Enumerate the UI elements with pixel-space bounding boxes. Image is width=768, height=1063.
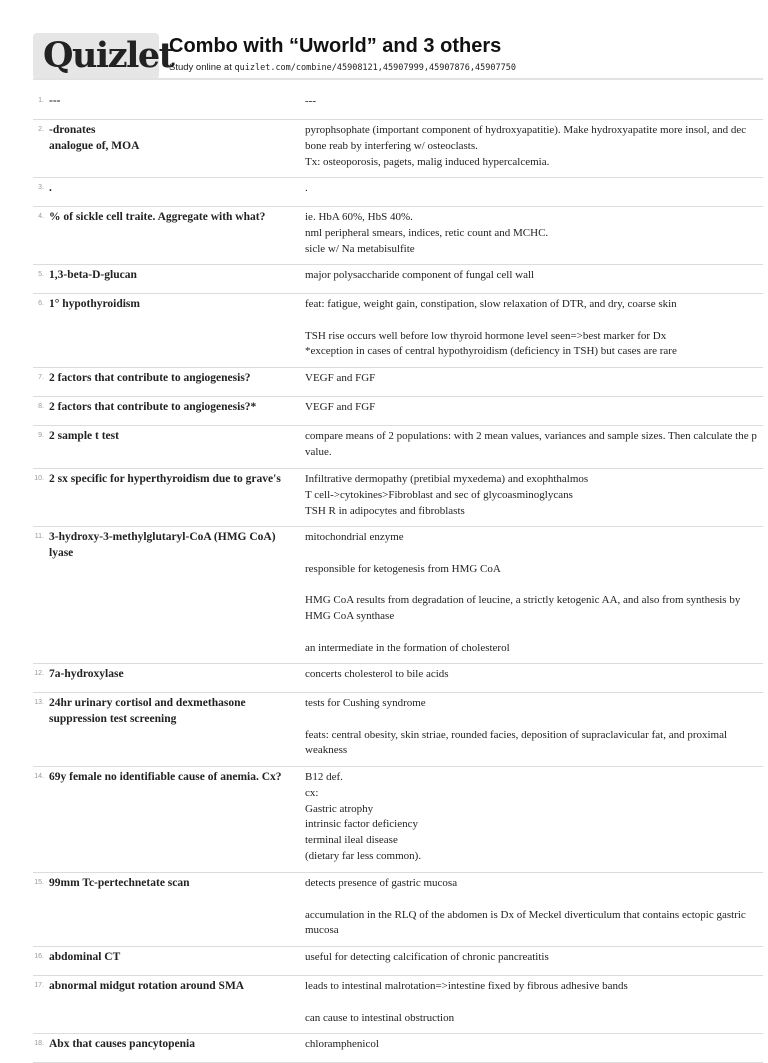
flashcard-term: abnormal midgut rotation around SMA: [49, 980, 245, 992]
row-number: 10.: [34, 475, 44, 482]
flashcard-term: 69y female no identifiable cause of anemia. Cx?: [49, 771, 282, 783]
flashcard-term: 2 factors that contribute to angiogenesis?: [49, 372, 251, 384]
flashcard-term: 3-hydroxy-3-methylglutaryl-CoA (HMG CoA) lyase: [49, 531, 276, 559]
subtitle-prefix: Study online at: [169, 62, 235, 73]
flashcard-term: 24hr urinary cortisol and dexmethasone suppression test screening: [49, 697, 246, 725]
row-number: 5.: [38, 271, 44, 278]
flashcard-row: [33, 397, 763, 426]
row-number: 3.: [38, 184, 44, 191]
flashcard-list: [33, 91, 763, 1063]
flashcard-row: [33, 368, 763, 397]
study-url[interactable]: quizlet.com/combine/45908121,45907999,45907876,45907750: [234, 63, 516, 73]
page-header: [33, 33, 763, 79]
flashcard-definition: .: [305, 182, 308, 194]
flashcard-definition: chloramphenicol: [305, 1038, 379, 1050]
flashcard-row: [33, 426, 763, 469]
row-number: 7.: [38, 374, 44, 381]
flashcard-definition: major polysaccharide component of fungal cell wall: [305, 269, 535, 281]
flashcard-row: [33, 120, 763, 178]
flashcard-row: [33, 527, 763, 664]
row-number: 13.: [34, 699, 44, 706]
flashcard-definition: useful for detecting calcification of chronic pancreatitis: [305, 951, 549, 963]
flashcard-row: [33, 469, 763, 527]
row-number: 4.: [38, 213, 44, 220]
flashcard-term: 99mm Tc-pertechnetate scan: [49, 877, 190, 889]
flashcard-definition: mitochondrial enzyme responsible for ketogenesis from HMG CoA HMG CoA results from degradation of leucine, a strictly ketogenic AA, and also from synthesis by HMG CoA synthase an intermediate in the formation of cholesterol: [305, 531, 741, 654]
flashcard-row: [33, 207, 763, 265]
page-title: Combo with “Uworld” and 3 others: [169, 35, 502, 57]
flashcard-definition: detects presence of gastric mucosa accumulation in the RLQ of the abdomen is Dx of Meckel diverticulum that contains ectopic gastric mucosa: [305, 877, 746, 937]
row-number: 17.: [34, 982, 44, 989]
row-number: 6.: [38, 300, 44, 307]
flashcard-row: [33, 294, 763, 368]
flashcard-definition: ie. HbA 60%, HbS 40%. nml peripheral smears, indices, retic count and MCHC. sicle w/ Na metabisulfite: [305, 211, 549, 255]
flashcard-term: -dronates analogue of, MOA: [49, 124, 140, 152]
row-number: 15.: [34, 879, 44, 886]
flashcard-term: % of sickle cell traite. Aggregate with what?: [49, 211, 266, 223]
flashcard-term: 2 sample t test: [49, 430, 119, 442]
flashcard-row: [33, 178, 763, 207]
row-number: 9.: [38, 432, 44, 439]
flashcard-row: [33, 767, 763, 873]
flashcard-row: [33, 1034, 763, 1063]
flashcard-row: [33, 265, 763, 294]
row-number: 14.: [34, 773, 44, 780]
flashcard-term: 1,3-beta-D-glucan: [49, 269, 137, 281]
flashcard-term: ---: [49, 95, 61, 107]
row-number: 18.: [34, 1040, 44, 1047]
flashcard-definition: concerts cholesterol to bile acids: [305, 668, 449, 680]
flashcard-row: [33, 91, 763, 120]
flashcard-term: 1° hypothyroidism: [49, 298, 140, 310]
row-number: 1.: [38, 97, 44, 104]
flashcard-definition: leads to intestinal malrotation=>intestine fixed by fibrous adhesive bands can cause to intestinal obstruction: [305, 980, 628, 1024]
flashcard-definition: ---: [305, 95, 316, 107]
flashcard-term: 7a-hydroxylase: [49, 668, 124, 680]
flashcard-row: [33, 976, 763, 1034]
row-number: 12.: [34, 670, 44, 677]
flashcard-definition: VEGF and FGF: [305, 401, 376, 413]
row-number: 2.: [38, 126, 44, 133]
flashcard-row: [33, 947, 763, 976]
row-number: 11.: [34, 533, 44, 540]
flashcard-term: .: [49, 182, 52, 194]
flashcard-row: [33, 693, 763, 767]
flashcard-row: [33, 664, 763, 693]
row-number: 16.: [34, 953, 44, 960]
flashcard-definition: VEGF and FGF: [305, 372, 376, 384]
flashcard-term: 2 sx specific for hyperthyroidism due to grave's: [49, 473, 281, 485]
flashcard-definition: feat: fatigue, weight gain, constipation, slow relaxation of DTR, and dry, coarse skin TSH rise occurs well before low thyroid hormone level seen=>best marker for Dx *exception in cases of central hypothyroidism (deficiency in TSH) but cases are rare: [305, 298, 677, 358]
header-divider: [33, 78, 763, 80]
flashcard-definition: compare means of 2 populations: with 2 mean values, variances and sample sizes. Then calculate the p value.: [305, 430, 757, 458]
flashcard-definition: B12 def. cx: Gastric atrophy intrinsic factor deficiency terminal ileal disease (dietary far less common).: [305, 771, 422, 862]
quizlet-logo: Quizlet: [33, 33, 159, 79]
page-subtitle: [169, 62, 516, 73]
flashcard-term: Abx that causes pancytopenia: [49, 1038, 196, 1050]
flashcard-term: abdominal CT: [49, 951, 121, 963]
flashcard-definition: tests for Cushing syndrome feats: central obesity, skin striae, rounded facies, deposition of supraclavicular fat, and proximal weakness: [305, 697, 728, 757]
flashcard-definition: pyrophsophate (important component of hydroxyapatitie). Make hydroxyapatite more insol, and dec bone reab by interfering w/ osteoclasts. Tx: osteoporosis, pagets, malig induced hypercalcemia.: [305, 124, 747, 168]
flashcard-definition: Infiltrative dermopathy (pretibial myxedema) and exophthalmos T cell->cytokines>Fibroblast and sec of glycoasminoglycans TSH R in adipocytes and fibroblasts: [305, 473, 589, 517]
flashcard-term: 2 factors that contribute to angiogenesis?*: [49, 401, 257, 413]
flashcard-row: [33, 873, 763, 947]
row-number: 8.: [38, 403, 44, 410]
